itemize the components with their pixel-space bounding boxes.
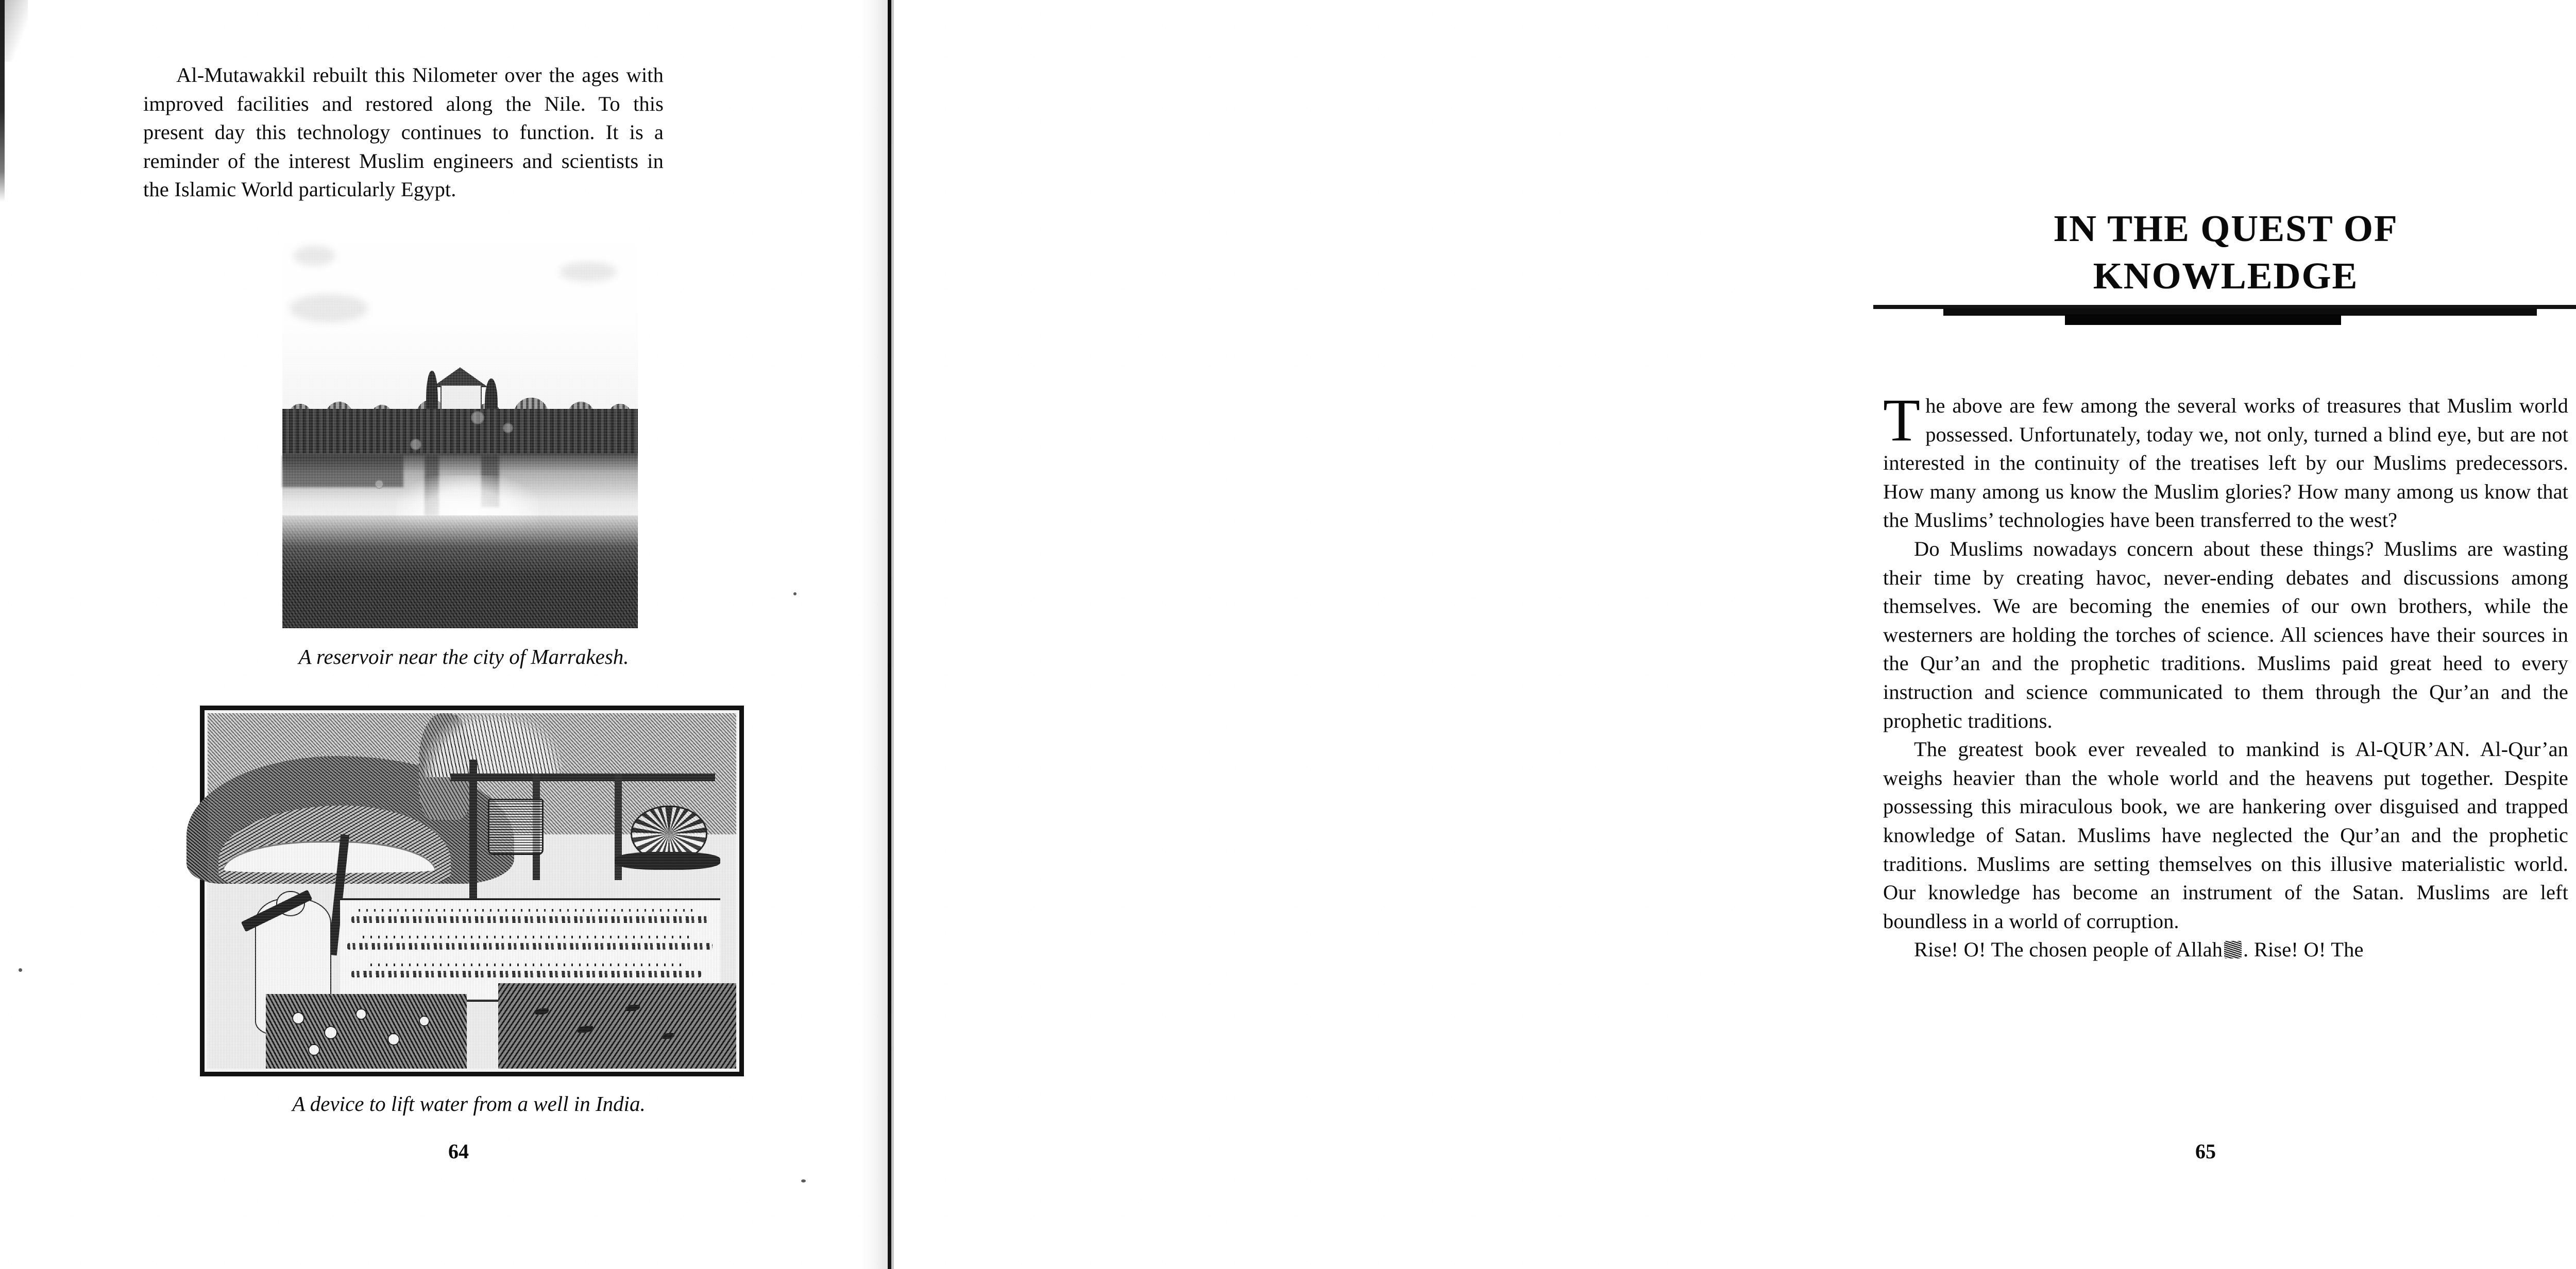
paragraph-with-dropcap — [1883, 386, 2568, 535]
photo-reflection — [282, 455, 403, 488]
paragraph: The greatest book ever revealed to mankind is Al-QUR’AN. Al-Qur’an weighs heavier than the whole world and the heavens put together. Despite possessing this miraculous book, we are hankering over disguised and trapped knowledge of Satan. Muslims have neglected the Qur’an and the prophetic traditions. Muslims are setting themselves on this illusive materialistic world. Our knowledge has become an instrument of the Satan. Muslims are left boundless in a world of corruption. — [1883, 738, 2568, 933]
persian-script-line — [351, 916, 709, 923]
miniature-device-beam — [451, 774, 715, 781]
figure-reservoir-caption: A reservoir near the city of Marrakesh. — [298, 645, 629, 668]
paragraph-final — [1883, 935, 2568, 964]
chapter-title — [1883, 205, 2568, 300]
miniature-flower — [324, 1026, 337, 1039]
miniature-flower — [355, 1008, 367, 1020]
page-number-right: 65 — [2195, 1140, 2216, 1163]
final-paragraph-part-1: Rise! O! The chosen people of Allah — [1914, 938, 2223, 962]
photo-scan-blemish — [471, 411, 484, 424]
rule-thick — [2065, 314, 2341, 325]
chapter-title-line-2: KNOWLEDGE — [2093, 255, 2359, 297]
allah-honorific-glyph-icon — [2224, 941, 2242, 958]
persian-script-diacritics — [363, 936, 690, 938]
photo-scan-blemish — [375, 479, 384, 489]
miniature-garden-right — [498, 983, 736, 1069]
page-number-left: 64 — [448, 1140, 469, 1163]
miniature-flower — [387, 1033, 400, 1045]
persian-script-line — [351, 971, 702, 978]
book-gutter-line — [888, 0, 891, 1269]
miniature-flower — [292, 1012, 304, 1024]
photo-scan-blemish — [503, 423, 513, 433]
left-page — [0, 0, 876, 1269]
miniature-inner — [208, 713, 736, 1069]
miniature-wheel-basin — [615, 852, 720, 870]
chapter-title-rule — [1873, 305, 2576, 327]
figure-reservoir-photo — [282, 226, 638, 628]
miniature-garden-left — [266, 994, 467, 1069]
book-gutter-line-soft — [891, 0, 894, 1269]
paragraph-text: he above are few among the several works of treasures that Muslim world possessed. Unfortunately, today we, not only, turned a blind eye, but are not interested in the continuity of the treatises left by our Muslims predecessors. How many among us know the Muslim glories? How many among us know that the Muslims’ technologies have been transferred to the west? — [1883, 394, 2568, 532]
miniature-flower — [308, 1044, 320, 1056]
paragraph: Al-Mutawakkil rebuilt this Nilometer over the ages with improved facilities and restored along the Nile. To this present day this technology continues to function. It is a reminder of the interest Muslim engineers and scientists in the Islamic World particularly Egypt. — [143, 63, 664, 201]
miniature-device-post — [469, 760, 477, 909]
persian-script-diacritics — [370, 964, 683, 966]
right-page-body-text — [1883, 386, 2568, 964]
miniature-water-spray — [425, 713, 562, 777]
photo-foreground — [282, 516, 638, 628]
miniature-water-bucket — [488, 799, 544, 855]
persian-script-line — [347, 943, 713, 950]
paragraph: Do Muslims nowadays concern about these things? Muslims are wasting their time by creating havoc, never-ending debates and discussions among themselves. We are becoming the enemies of our own brothers, while the westerners are holding the torches of science. All sciences have their sources in the Qur’an and the prophetic traditions. Muslims paid great heed to every instruction and science communicated to them through the Qur’an and the prophetic traditions. — [1883, 537, 2568, 732]
photo-treeline — [282, 409, 638, 453]
chapter-title-line-1: IN THE QUEST OF — [2053, 208, 2398, 249]
figure-water-device-miniature — [200, 706, 744, 1076]
book-gutter-shadow — [861, 0, 890, 1269]
right-page — [894, 0, 2568, 1269]
left-page-body-text — [143, 61, 664, 204]
figure-water-device-caption: A device to lift water from a well in India. — [292, 1092, 646, 1116]
final-paragraph-part-2: . Rise! O! The — [2243, 938, 2364, 962]
drop-cap-letter: T — [1883, 386, 1921, 454]
miniature-flower — [419, 1016, 430, 1026]
photo-cloud — [290, 294, 368, 322]
persian-script-diacritics — [359, 909, 693, 912]
